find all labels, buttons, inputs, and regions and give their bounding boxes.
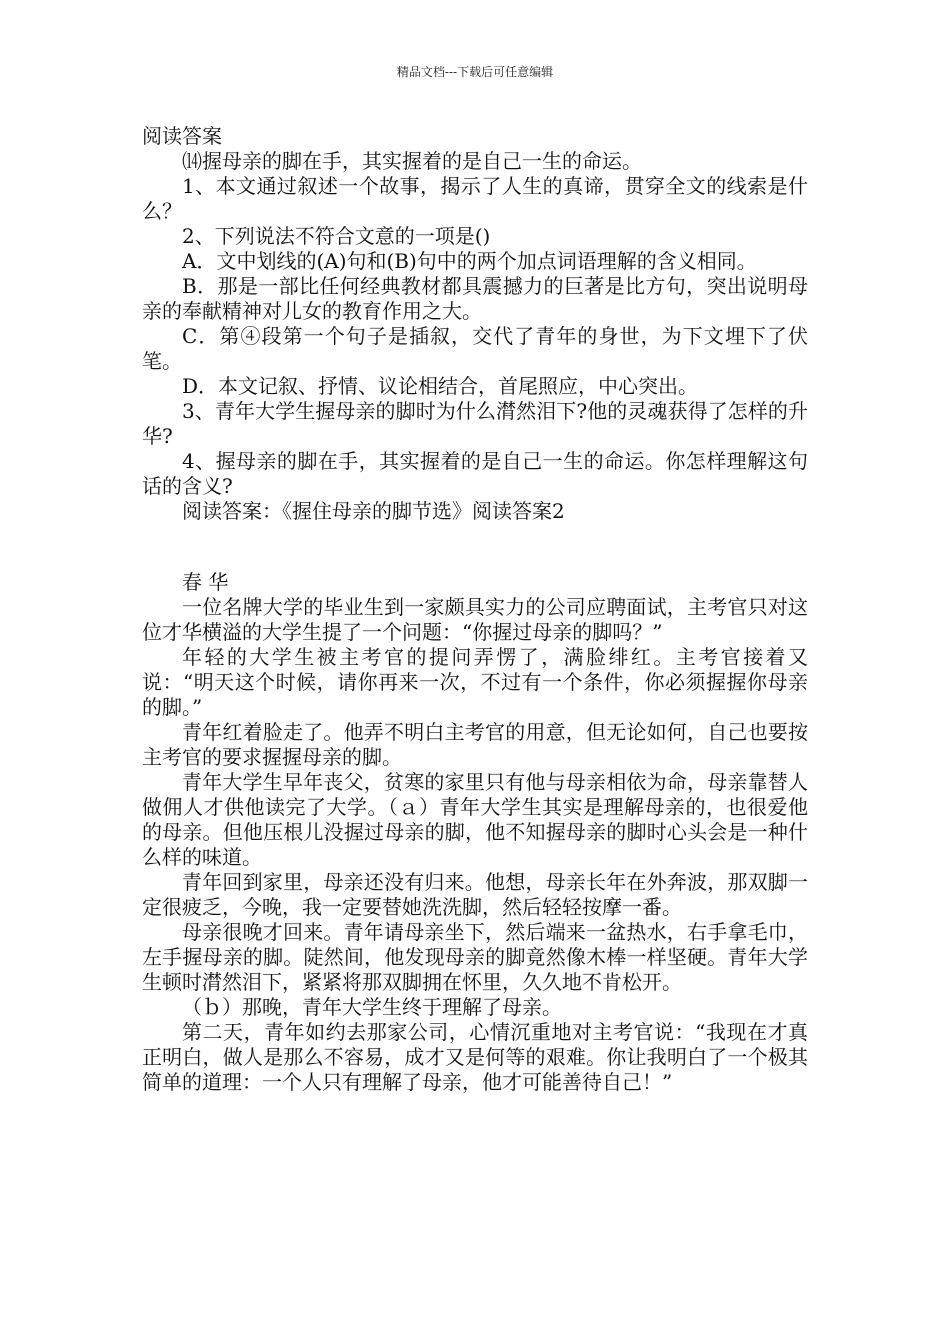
story-paragraph: 青年回到家里，母亲还没有归来。他想，母亲长年在外奔波，那双脚一定很疲乏，今晚，我一定要替她洗洗脚，然后轻轻按摩一番。 [142,870,808,919]
option-c: C．第④段第一个句子是插叙，交代了青年的身世，为下文埋下了伏笔。 [142,324,808,373]
story-paragraph: 母亲很晚才回来。青年请母亲坐下，然后端来一盆热水，右手拿毛巾，左手握母亲的脚。陡然间，他发现母亲的脚竟然像木棒一样坚硬。青年大学生顿时潸然泪下，紧紧将那双脚拥在怀里，久久地不肯松开。 [142,920,808,994]
story-paragraph: 青年红着脸走了。他弄不明白主考官的用意，但无论如何，自己也要按主考官的要求握握母亲的脚。 [142,720,808,769]
question-3: 3、青年大学生握母亲的脚时为什么潸然泪下?他的灵魂获得了怎样的升华? [142,399,808,448]
option-a: A．文中划线的(A)句和(B)句中的两个加点词语理解的含义相同。 [182,249,757,273]
story-paragraph: 青年大学生早年丧父，贫寒的家里只有他与母亲相依为命，母亲靠替人做佣人才供他读完了大学。（ａ）青年大学生其实是理解母亲的，也很爱他的母亲。但他压根儿没握过母亲的脚，他不知握母亲的脚时心头会是一种什么样的味道。 [142,770,808,869]
story-paragraph: 第二天，青年如约去那家公司，心情沉重地对主考官说：“我现在才真正明白，做人是那么不容易，成才又是何等的艰难。你让我明白了一个极其简单的道理：一个人只有理解了母亲，他才可能善待自己！” [142,1020,808,1094]
author-line: 春 华 [182,570,229,594]
spacer [142,524,808,570]
option-d: D．本文记叙、抒情、议论相结合，首尾照应，中心突出。 [182,374,699,398]
story-paragraph: （ｂ）那晚，青年大学生终于理解了母亲。 [182,995,562,1019]
page-header: 精品文档---下载后可任意编辑 [396,65,554,79]
section-heading: 阅读答案 [142,124,222,148]
story-paragraph: 年轻的大学生被主考官的提问弄愣了，满脸绯红。主考官接着又说：“明天这个时候，请你再来一次，不过有一个条件，你必须握握你母亲的脚。” [142,645,808,719]
paragraph: ⒁握母亲的脚在手，其实握着的是自己一生的命运。 [182,149,642,173]
question-1: 1、本文通过叙述一个故事，揭示了人生的真谛，贯穿全文的线索是什么？ [142,174,808,223]
story-paragraph: 一位名牌大学的毕业生到一家颇具实力的公司应聘面试，主考官只对这位才华横溢的大学生提了一个问题：“你握过母亲的脚吗？” [142,595,808,644]
option-b: B．那是一部比任何经典教材都具震撼力的巨著是比方句，突出说明母亲的奉献精神对儿女的教育作用之大。 [142,274,808,323]
answer-title: 阅读答案：《握住母亲的脚节选》阅读答案2 [182,499,565,523]
document-body [142,124,808,1095]
question-4: 4、握母亲的脚在手，其实握着的是自己一生的命运。你怎样理解这句话的含义? [142,449,808,498]
question-2: 2、下列说法不符合文意的一项是() [182,224,491,248]
